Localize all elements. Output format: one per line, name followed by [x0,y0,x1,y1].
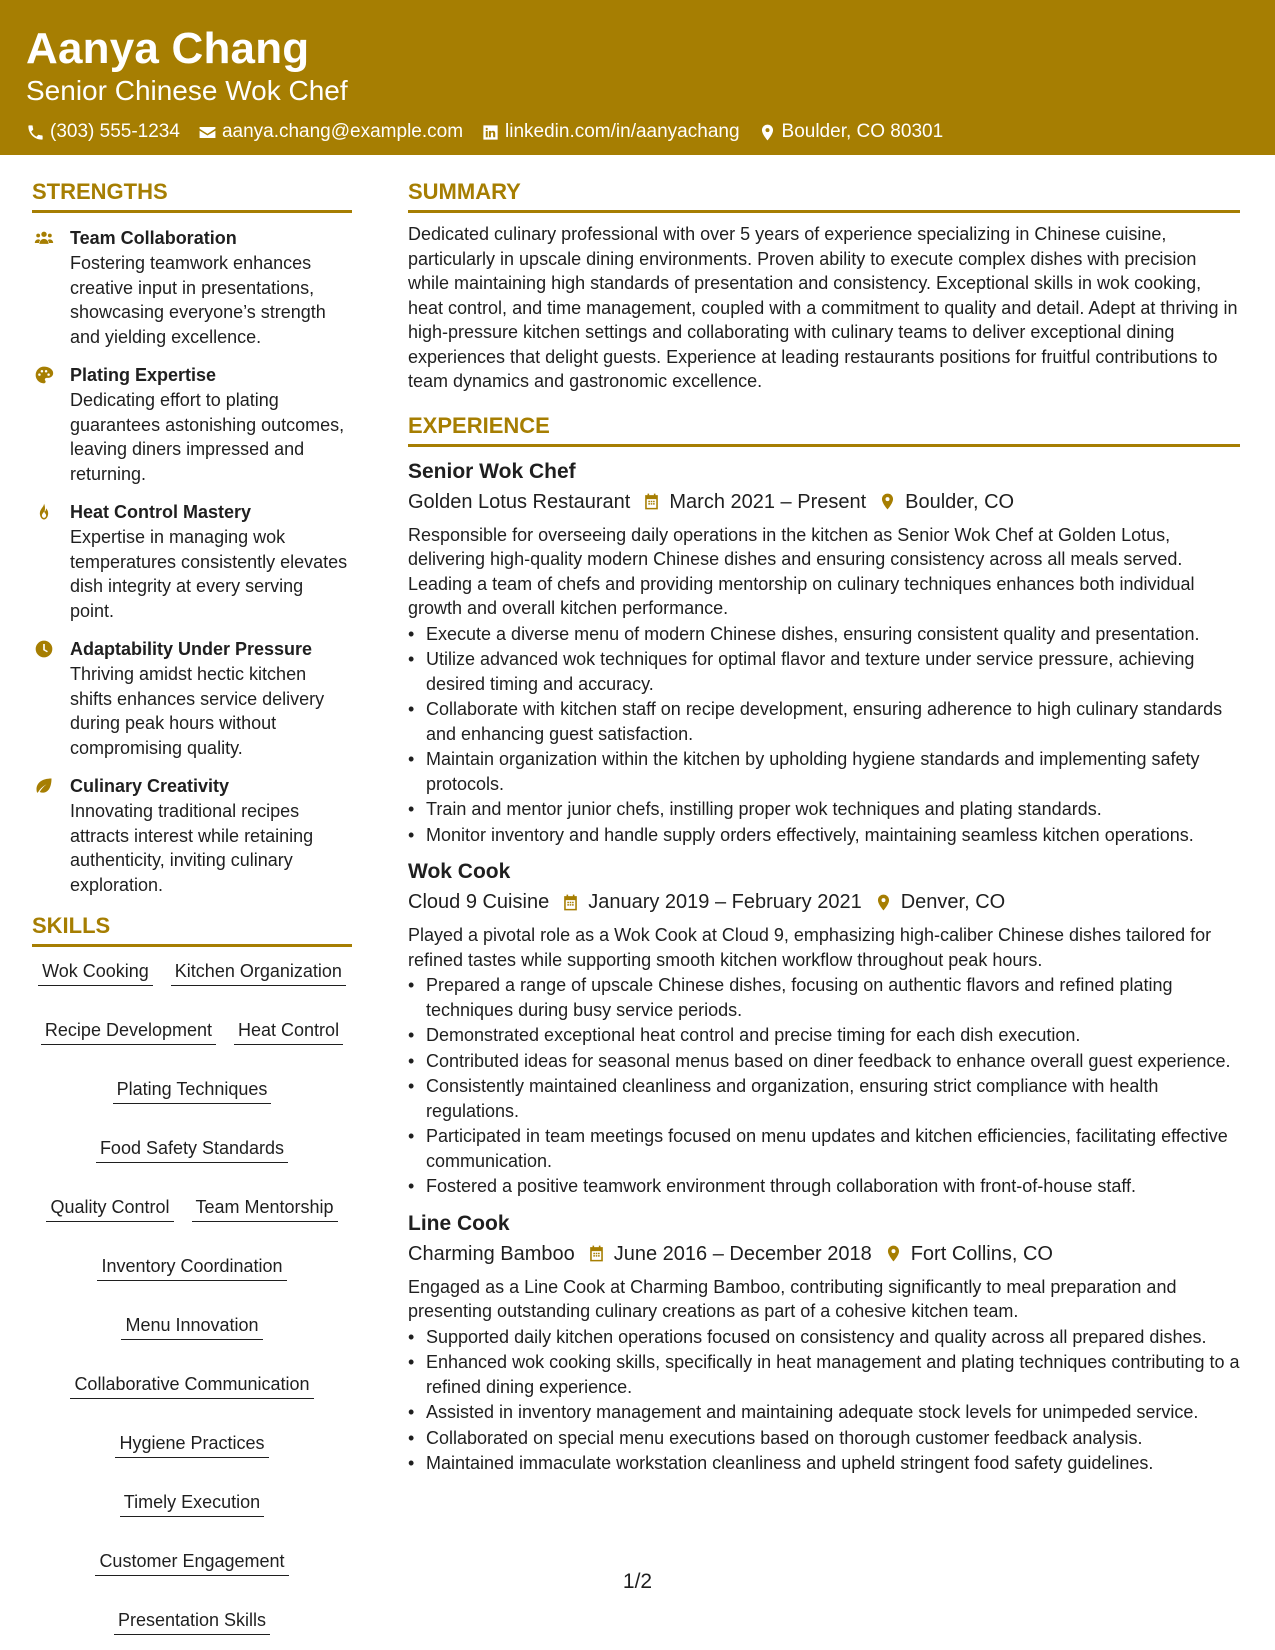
skill-tag: Plating Techniques [113,1077,272,1104]
job-meta [408,1239,1240,1269]
strength-name: Adaptability Under Pressure [70,639,313,659]
page-number: 1/2 [622,1570,653,1593]
candidate-name: Aanya Chang [26,24,310,73]
strengths-heading: STRENGTHS [32,176,352,213]
job-entry [408,857,1240,1199]
skills-section [32,910,352,1635]
users-icon [34,228,54,248]
strength-name: Culinary Creativity [70,776,230,796]
list-item: • Monitor inventory and handle supply orders effectively, maintaining seamless kitchen operations. [408,823,1240,848]
strength-item [32,225,352,349]
phone-text: (303) 555-1234 [50,121,180,142]
job-description: Responsible for overseeing daily operations in the kitchen as Senior Wok Chef at Golden Lotus, delivering high-quality modern Chinese dishes and ensuring consistency across all meals served. Leading a team of chefs and providing mentorship on culinary techniques enhances both individual growth and overall kitchen performance. [408,524,1195,618]
palette-icon [34,365,54,385]
strengths-list [32,225,352,897]
job-company: Golden Lotus Restaurant [408,490,631,513]
job-entry [408,1209,1240,1476]
job-bullets [408,622,1240,848]
list-item: • Maintained immaculate workstation cleanliness and upheld stringent food safety guidelines. [408,1451,1240,1476]
skill-tag: Presentation Skills [114,1608,270,1635]
job-bullets [408,1325,1240,1476]
skill-tag: Quality Control [46,1195,173,1222]
experience-heading: EXPERIENCE [408,410,1240,447]
list-item: • Assisted in inventory management and maintaining adequate stock levels for unimpeded service. [408,1400,1240,1425]
skill-tag: Recipe Development [41,1018,216,1045]
phone-icon [26,123,45,142]
strength-desc: Fostering teamwork enhances creative input in presentations, showcasing everyone’s strength and yielding excellence. [70,253,326,347]
clock-icon [34,639,54,659]
map-marker-icon [758,123,777,142]
summary-text: Dedicated culinary professional with over 5 years of experience specializing in Chinese cuisine, particularly in upscale dining environments. Proven ability to execute complex dishes with precision while maintaining high standards of presentation and consistency. Exceptional skills in wok cooking, heat control, and time management, coupled with a commitment to quality and detail. Adept at thriving in high-pressure kitchen settings and collaborating with culinary teams to deliver exceptional dining experiences that delight guests. Experience at leading restaurants positions for fruitful contributions to team dynamics and gastronomic excellence. [408,224,1238,391]
list-item: • Utilize advanced wok techniques for optimal flavor and texture under service pressure, achieving desired timing and accuracy. [408,647,1240,696]
job-bullets [408,973,1240,1199]
list-item: • Maintain organization within the kitchen by upholding hygiene standards and implementing safety protocols. [408,747,1240,796]
job-title: Senior Wok Chef [408,459,576,483]
job-title: Wok Cook [408,860,511,883]
summary-heading: SUMMARY [408,176,1240,213]
strength-desc: Dedicating effort to plating guarantees astonishing outcomes, leaving diners impressed and returning. [70,390,345,484]
job-entry [408,457,1240,848]
list-item: • Participated in team meetings focused on menu updates and kitchen efficiencies, facilitating effective communication. [408,1124,1240,1173]
strength-item [32,362,352,486]
experience-section [408,410,1240,1476]
strength-item [32,499,352,623]
list-item: • Contributed ideas for seasonal menus based on diner feedback to enhance overall guest experience. [408,1049,1240,1074]
contact-linkedin[interactable] [481,120,740,144]
strength-name: Heat Control Mastery [70,502,252,522]
location-text: Boulder, CO 80301 [781,121,944,142]
skills-list [32,959,352,1635]
skill-tag: Inventory Coordination [97,1254,286,1281]
list-item: • Collaborated on special menu executions based on thorough customer feedback analysis. [408,1426,1240,1451]
job-location: Boulder, CO [905,490,1015,513]
job-meta [408,887,1240,917]
strength-desc: Thriving amidst hectic kitchen shifts enhances service delivery during peak hours without compromising quality. [70,664,325,758]
skill-tag: Menu Innovation [121,1313,262,1340]
list-item: • Supported daily kitchen operations focused on consistency and quality across all prepared dishes. [408,1325,1240,1350]
skill-tag: Hygiene Practices [115,1431,268,1458]
job-location: Fort Collins, CO [910,1242,1053,1265]
leaf-icon [34,776,54,796]
job-title: Line Cook [408,1211,510,1235]
list-item: • Consistently maintained cleanliness and organization, ensuring strict compliance with health regulations. [408,1074,1240,1123]
list-item: • Prepared a range of upscale Chinese dishes, focusing on authentic flavors and refined plating techniques during busy service periods. [408,973,1240,1022]
job-dates: January 2019 – February 2021 [588,891,862,913]
map-marker-icon [874,893,893,912]
linkedin-text: linkedin.com/in/aanyachang [505,121,740,142]
strength-name: Plating Expertise [70,365,217,385]
map-marker-icon [878,492,897,511]
calendar-icon [642,492,661,511]
skill-tag: Food Safety Standards [96,1136,288,1163]
strength-desc: Innovating traditional recipes attracts interest while retaining authenticity, inviting culinary exploration. [70,801,314,895]
job-location: Denver, CO [900,891,1006,913]
contact-email[interactable] [198,120,463,144]
candidate-title: Senior Chinese Wok Chef [26,75,348,106]
strength-desc: Expertise in managing wok temperatures consistently elevates dish integrity at every serving point. [70,527,348,621]
strength-item [32,773,352,897]
job-dates: June 2016 – December 2018 [613,1242,872,1265]
job-description: Played a pivotal role as a Wok Cook at Cloud 9, emphasizing high-caliber Chinese dishes tailored for refined tastes while supporting smooth kitchen workflow throughout peak hours. [408,925,1212,970]
calendar-icon [587,1244,606,1263]
email-text: aanya.chang@example.com [221,121,464,142]
list-item: • Fostered a positive teamwork environment through collaboration with front-of-house staff. [408,1174,1240,1199]
right-column [408,176,1240,1477]
resume-header [0,0,1275,155]
skill-tag: Collaborative Communication [70,1372,313,1399]
skill-tag: Wok Cooking [38,959,153,986]
calendar-icon [561,893,580,912]
list-item: • Train and mentor junior chefs, instilling proper wok techniques and plating standards. [408,797,1240,822]
list-item: • Demonstrated exceptional heat control and precise timing for each dish execution. [408,1023,1240,1048]
envelope-icon [198,123,217,142]
map-marker-icon [884,1244,903,1263]
list-item: • Execute a diverse menu of modern Chinese dishes, ensuring consistent quality and presentation. [408,622,1240,647]
job-dates: March 2021 – Present [669,490,867,513]
strength-name: Team Collaboration [70,228,237,248]
left-column [32,176,352,1635]
skill-tag: Timely Execution [120,1490,264,1517]
skill-tag: Team Mentorship [192,1195,338,1222]
fire-icon [34,502,54,522]
contact-location [758,120,944,144]
job-description: Engaged as a Line Cook at Charming Bamboo, contributing significantly to meal preparation and presenting outstanding culinary creations as part of a cohesive kitchen team. [408,1276,1177,1321]
job-company: Charming Bamboo [408,1242,575,1265]
skill-tag: Kitchen Organization [171,959,346,986]
linkedin-icon [481,123,500,142]
job-meta [408,487,1240,517]
skill-tag: Heat Control [234,1018,343,1045]
contact-bar [26,120,1249,144]
list-item: • Collaborate with kitchen staff on recipe development, ensuring adherence to high culinary standards and enhancing guest satisfaction. [408,697,1240,746]
strength-item [32,636,352,760]
skill-tag: Customer Engagement [95,1549,288,1576]
skills-heading: SKILLS [32,910,352,947]
list-item: • Enhanced wok cooking skills, specifically in heat management and plating techniques contributing to a refined dining experience. [408,1350,1240,1399]
job-company: Cloud 9 Cuisine [408,891,550,913]
contact-phone [26,120,180,144]
